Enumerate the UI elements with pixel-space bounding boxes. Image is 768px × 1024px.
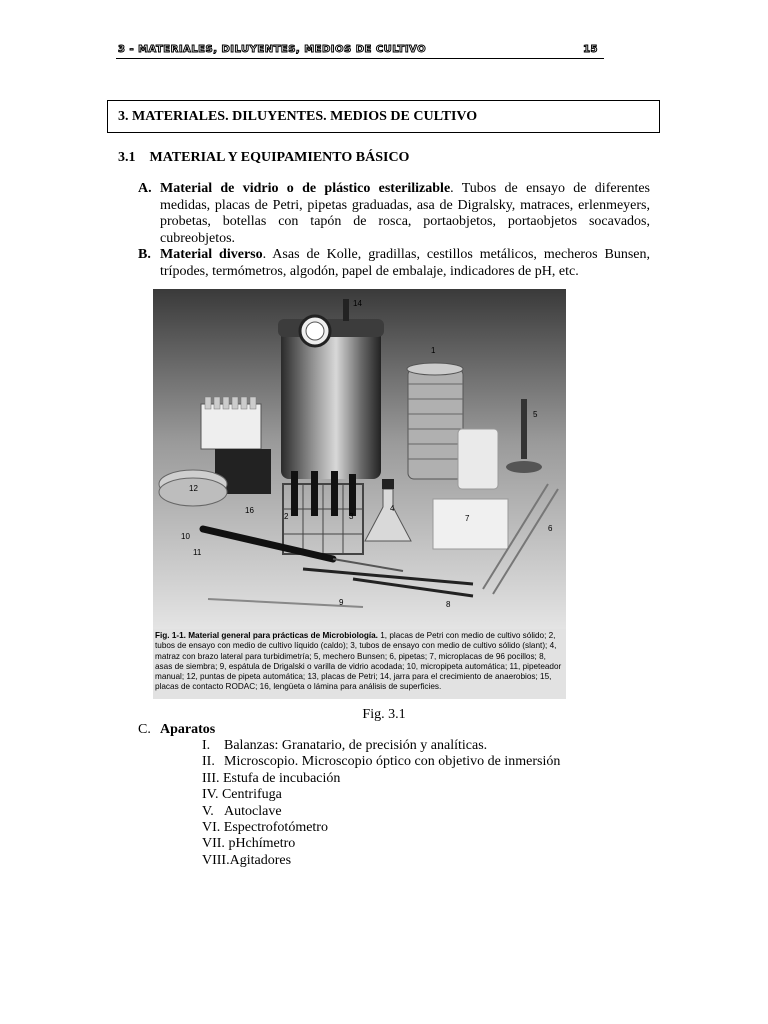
list-item xyxy=(202,853,560,869)
lab-equipment-photo xyxy=(153,289,566,629)
item-text: Microscopio. Microscopio óptico con objetivo de inmersión xyxy=(224,754,561,770)
figure-caption xyxy=(153,629,566,699)
photo-number: 14 xyxy=(353,299,362,308)
caption-text: 1, placas de Petri con medio de cultivo sólido; 2, tubos de ensayo con medio de cultivo líquido (caldo); 3, tubos de ensayo con medio de cultivo sólido (slant); 4, matraz con brazo lateral para turbidimetría; 5, mechero Bunsen; 6, pipetas; 7, microplacas de 96 pocillos; 8, asas de siembra; 9, espátula de Drigalski o varilla de vidrio acodada; 10, micropipeta automática; 11, pipeteador manual; 12, puntas de pipeta automática; 13, placas de Petri; 14, jarra para el crecimiento de anaerobios; 15, placas de contacto RODAC; 16, lengüeta o lámina para análisis de superficies. xyxy=(155,631,562,692)
item-number: V. xyxy=(202,803,214,819)
photo-number: 1 xyxy=(431,346,436,355)
running-header xyxy=(116,44,604,59)
item-number: IV. xyxy=(202,787,219,803)
item-text: Autoclave xyxy=(224,803,282,819)
aparatos-list xyxy=(202,738,560,869)
list-item xyxy=(202,836,560,852)
item-text: Balanzas: Granatario, de precisión y analíticas. xyxy=(224,738,488,753)
page-number: 15 xyxy=(583,44,598,55)
paragraph-text: . Asas de Kolle, gradillas, cestillos metálicos, mecheros Bunsen, trípodes, termómetros, algodón, papel de embalaje, indicadores de pH, etc. xyxy=(160,247,650,279)
photo-number: 12 xyxy=(189,484,198,493)
list-item xyxy=(202,820,560,836)
paragraph-text: . Tubos de ensayo de diferentes medidas, placas de Petri, pipetas graduadas, asa de Digralsky, matraces, erlenmeyers, probetas, botellas con tapón de rosca, portaobjetos, portaobjetos socavados, cubreobjetos. xyxy=(160,181,650,246)
list-item xyxy=(202,754,560,770)
item-number: I. xyxy=(202,738,211,753)
photo-number: 16 xyxy=(245,506,254,515)
photo-number: 4 xyxy=(390,504,395,513)
list-item xyxy=(202,738,560,754)
figure-label: Fig. 3.1 xyxy=(362,707,406,722)
caption-title: Fig. 1-1. Material general para prácticas de Microbiología. xyxy=(155,631,378,640)
photo-number: 6 xyxy=(548,524,553,533)
aparatos-letter: C. xyxy=(138,722,151,737)
item-text: Estufa de incubación xyxy=(223,770,341,786)
paragraph-marker: A. xyxy=(138,181,152,196)
list-item xyxy=(202,771,560,787)
photo-number: 8 xyxy=(446,600,451,609)
aparatos-title: Aparatos xyxy=(160,722,216,737)
item-number: VIII. xyxy=(202,852,230,868)
photo-number: 2 xyxy=(284,512,289,521)
paragraph-a xyxy=(138,181,650,247)
photo-number: 11 xyxy=(193,548,202,557)
list-item xyxy=(202,804,560,820)
section-title: MATERIAL Y EQUIPAMIENTO BÁSICO xyxy=(149,150,410,165)
section-heading xyxy=(118,150,409,166)
chapter-title-box xyxy=(107,100,660,133)
paragraph-b xyxy=(138,247,650,280)
aparatos-heading xyxy=(138,722,215,738)
item-number: VII. xyxy=(202,836,225,852)
chapter-title: 3. MATERIALES. DILUYENTES. MEDIOS DE CULTIVO xyxy=(118,109,478,124)
list-item xyxy=(202,787,560,803)
item-text: pHchímetro xyxy=(228,836,296,852)
photo-number: 3 xyxy=(349,512,354,521)
item-text: Centrifuga xyxy=(221,787,282,803)
item-text: Agitadores xyxy=(229,852,292,868)
photo-number: 9 xyxy=(339,598,344,607)
photo-number: 5 xyxy=(533,410,538,419)
item-text: Espectrofotómetro xyxy=(223,820,328,836)
item-number: III. xyxy=(202,770,220,786)
paragraph-marker: B. xyxy=(138,247,151,262)
item-number: II. xyxy=(202,754,215,770)
photo-number: 10 xyxy=(181,532,190,541)
running-header-title: 3 - MATERIALES, DILUYENTES, MEDIOS DE CULTIVO xyxy=(118,44,427,55)
photo-number: 7 xyxy=(465,514,470,523)
paragraph-lead: Material de vidrio o de plástico esterilizable xyxy=(160,181,451,196)
section-number: 3.1 xyxy=(118,150,136,165)
paragraph-lead: Material diverso xyxy=(160,247,263,262)
item-number: VI. xyxy=(202,820,221,836)
